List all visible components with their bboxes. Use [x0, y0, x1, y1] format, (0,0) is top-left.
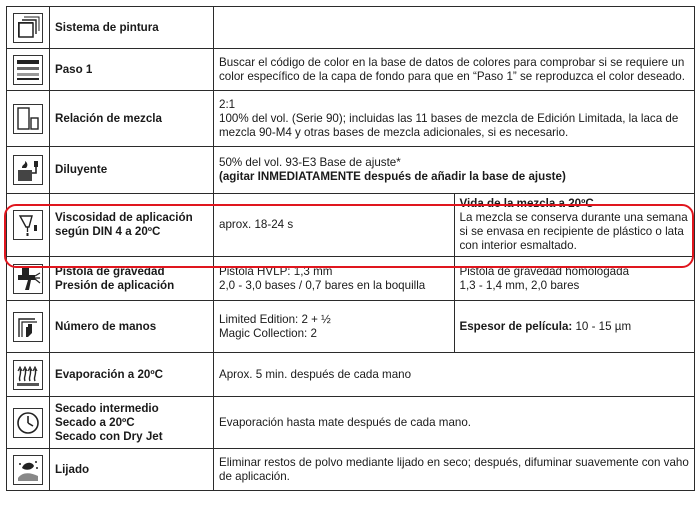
sanding-icon	[13, 455, 43, 485]
clock-icon	[13, 408, 43, 438]
table-row	[7, 301, 695, 353]
table-row	[7, 7, 695, 49]
step-one-icon	[13, 55, 43, 85]
thinner-icon	[13, 155, 43, 185]
row-value: Buscar el código de color en la base de datos de colores para comprobar si se requiere un color específico de la capa de fondo para que en “Paso 1” se reproduzca el color deseado.	[214, 49, 695, 91]
row-label: Viscosidad de aplicación según DIN 4 a 20ºC	[50, 194, 214, 257]
row-value	[214, 7, 695, 49]
spec-table	[6, 6, 695, 491]
table-row	[7, 194, 695, 257]
row-label: Paso 1	[50, 49, 214, 91]
row-value: Pistola HVLP: 1,3 mm 2,0 - 3,0 bases / 0,7 bares en la boquilla	[214, 257, 455, 301]
viscosity-cup-icon	[13, 210, 43, 240]
row-extra: Vida de la mezcla a 20ºC La mezcla se conserva durante una semana si se envasa en recipiente de plástico o lata con interior esmaltado.	[454, 194, 695, 257]
evaporation-icon	[13, 360, 43, 390]
paint-system-icon	[13, 13, 43, 43]
row-value: aprox. 18-24 s	[214, 194, 455, 257]
row-label: Pistola de gravedad Presión de aplicación	[50, 257, 214, 301]
mixing-ratio-icon	[13, 104, 43, 134]
coats-icon	[13, 312, 43, 342]
row-value: 50% del vol. 93-E3 Base de ajuste* (agitar INMEDIATAMENTE después de añadir la base de ajuste)	[214, 147, 695, 194]
row-extra: Pistola de gravedad homologada 1,3 - 1,4 mm, 2,0 bares	[454, 257, 695, 301]
row-label: Secado intermedio Secado a 20ºC Secado con Dry Jet	[50, 397, 214, 449]
table-row	[7, 353, 695, 397]
row-extra: Espesor de película: 10 - 15 µm	[454, 301, 695, 353]
row-label: Número de manos	[50, 301, 214, 353]
table-row	[7, 49, 695, 91]
table-row	[7, 257, 695, 301]
row-value: Limited Edition: 2 + ½ Magic Collection: 2	[214, 301, 455, 353]
row-value: Evaporación hasta mate después de cada mano.	[214, 397, 695, 449]
row-label: Evaporación a 20ºC	[50, 353, 214, 397]
row-value: Aprox. 5 min. después de cada mano	[214, 353, 695, 397]
row-value: Eliminar restos de polvo mediante lijado en seco; después, difuminar suavemente con vaho de aplicación.	[214, 449, 695, 491]
table-row	[7, 397, 695, 449]
row-value: 2:1 100% del vol. (Serie 90); incluidas las 11 bases de mezcla de Edición Limitada, la laca de mezcla 90-M4 y otras bases de mezcla adicionales, si es necesario.	[214, 91, 695, 147]
spray-gun-icon	[13, 264, 43, 294]
row-label: Sistema de pintura	[50, 7, 214, 49]
table-row	[7, 91, 695, 147]
row-label: Relación de mezcla	[50, 91, 214, 147]
row-label: Diluyente	[50, 147, 214, 194]
table-row	[7, 449, 695, 491]
table-row	[7, 147, 695, 194]
row-label: Lijado	[50, 449, 214, 491]
